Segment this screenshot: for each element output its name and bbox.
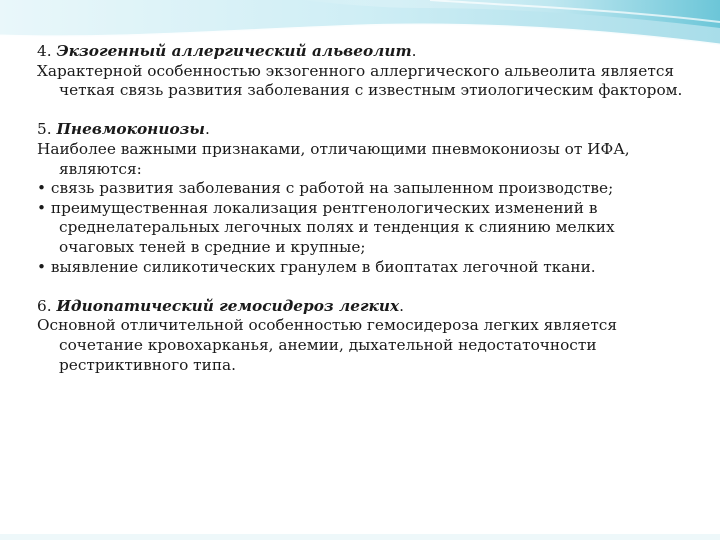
footer-strip	[0, 534, 720, 540]
slide-content	[37, 42, 687, 375]
section-5-title: Пневмокониозы	[56, 120, 205, 139]
section-5-number: 5.	[37, 120, 52, 139]
section-5-text: Наиболее важными признаками, отличающими пневмокониозы от ИФА, являются:	[37, 139, 630, 178]
section-6-number: 6.	[37, 296, 52, 315]
section-4-number: 4.	[37, 42, 52, 60]
section-5	[37, 120, 687, 277]
section-4-text: Характерной особенностью экзогенного аллергического альвеолита является четкая связь развития заболевания с известным этиологическим фактором.	[37, 61, 683, 100]
section-6	[37, 297, 687, 375]
section-6-text: Основной отличительной особенностью гемосидероза легких является сочетание кровохарканья, анемии, дыхательной недостаточности рестриктивного типа.	[37, 316, 618, 374]
section-4-heading	[37, 42, 687, 62]
section-4-title: Экзогенный аллергический альвеолит	[56, 42, 412, 60]
section-6-title: Идиопатический гемосидероз легких	[56, 296, 400, 315]
section-5-suffix: .	[204, 120, 210, 139]
section-6-paragraph	[37, 316, 687, 375]
section-5-bullet-1: • связь развития заболевания с работой на запыленном производстве;	[37, 179, 614, 198]
section-5-bullet-2: • преимущественная локализация рентгенологических изменений в среднелатеральных легочных полях и тенденция к слиянию мелких очаговых теней в средние и крупные;	[37, 198, 615, 256]
section-6-heading	[37, 297, 687, 317]
section-5-paragraph	[37, 140, 687, 179]
section-5-bullet-3: • выявление силикотических гранулем в биоптатах легочной ткани.	[37, 257, 596, 276]
section-4-paragraph	[37, 62, 687, 101]
section-4-suffix: .	[411, 42, 417, 60]
section-6-suffix: .	[399, 296, 405, 315]
section-5-heading	[37, 120, 687, 140]
section-4	[37, 42, 687, 101]
